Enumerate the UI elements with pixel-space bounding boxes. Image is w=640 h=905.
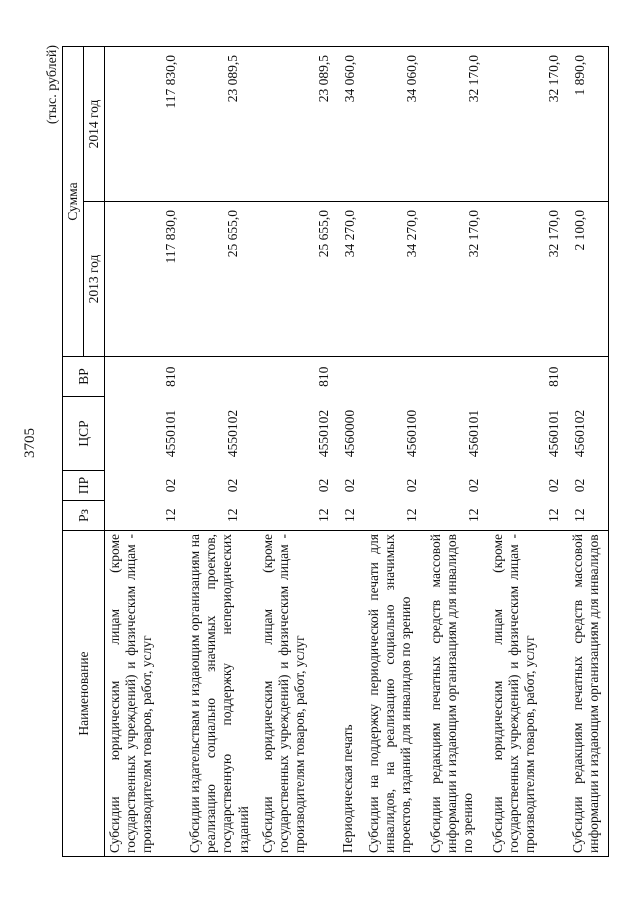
header-pr: ПР	[63, 471, 105, 501]
row-name: Субсидии юридическим лицам (кроме государственных учреждений) и физическим лицам - производителям товаров, работ, услуг	[488, 531, 568, 857]
row-rz: 12	[341, 508, 357, 522]
header-name: Наименование	[63, 531, 105, 857]
row-vr	[338, 357, 364, 397]
row-name: Периодическая печать	[338, 531, 364, 857]
table-row	[426, 46, 488, 856]
row-name: Субсидии юридическим лицам (кроме государственных учреждений) и физическим лицам - производителям товаров, работ, услуг	[258, 531, 338, 857]
row-vr	[426, 357, 488, 397]
table-body	[105, 46, 609, 856]
header-vr: ВР	[63, 357, 105, 397]
row-vr: 810	[545, 366, 561, 387]
header-2014: 2014 год	[84, 46, 105, 201]
row-sum-2014: 117 830,0	[105, 46, 186, 201]
row-vr: 810	[315, 366, 331, 387]
header-2013: 2013 год	[84, 202, 105, 357]
row-pr: 02	[545, 478, 561, 493]
row-pr: 02	[568, 471, 609, 501]
row-sum-2013: 117 830,0	[105, 202, 186, 357]
row-csr: 4560100	[403, 409, 419, 458]
row-sum-2013: 34 270,0	[364, 202, 426, 357]
row-sum-2013: 25 655,0	[258, 202, 338, 357]
row-csr: 4560102	[568, 397, 609, 471]
row-csr: 4560101	[465, 409, 481, 458]
table-row	[105, 46, 186, 856]
page-number: 3705	[22, 428, 38, 458]
table-row	[568, 46, 609, 856]
row-csr: 4560101	[545, 409, 561, 458]
row-vr: 810	[163, 366, 178, 387]
row-rz: 12	[163, 508, 178, 522]
row-pr: 02	[403, 478, 419, 493]
table-row	[185, 46, 258, 856]
row-rz: 12	[315, 508, 331, 522]
row-vr	[185, 357, 258, 397]
row-pr: 02	[225, 478, 240, 493]
row-sum-2013: 25 655,0	[185, 202, 258, 357]
row-rz: 12	[225, 508, 240, 522]
row-sum-2013: 32 170,0	[426, 202, 488, 357]
table-row	[488, 46, 568, 856]
row-csr: 4550102	[225, 409, 240, 458]
row-csr: 4550101	[163, 409, 178, 458]
row-sum-2013: 32 170,0	[488, 202, 568, 357]
row-vr	[364, 357, 426, 397]
row-rz: 12	[545, 508, 561, 522]
row-sum-2014: 23 089,5	[258, 46, 338, 201]
row-pr: 02	[341, 478, 357, 493]
row-sum-2013: 2 100,0	[568, 202, 609, 357]
row-name: Субсидии редакциям печатных средств массовой информации и издающим организациям для инвалидов	[568, 531, 609, 857]
row-sum-2014: 23 089,5	[185, 46, 258, 201]
row-name: Субсидии юридическим лицам (кроме государственных учреждений) и физическим лицам - производителям товаров, работ, услуг	[105, 531, 186, 857]
row-sum-2014: 32 170,0	[488, 46, 568, 201]
header-sum: Сумма	[63, 46, 84, 356]
row-rz: 12	[568, 501, 609, 531]
row-name: Субсидии редакциям печатных средств массовой информации и издающим организациям для инвалидов по зрению	[426, 531, 488, 857]
row-pr: 02	[465, 478, 481, 493]
row-sum-2014: 1 890,0	[568, 46, 609, 201]
row-csr: 4550102	[315, 409, 331, 458]
row-name: Субсидии на поддержку периодической печати для инвалидов, на реализацию социально значимых проектов, изданий для инвалидов по зрению	[364, 531, 426, 857]
table-row	[364, 46, 426, 856]
row-pr: 02	[315, 478, 331, 493]
row-pr: 02	[163, 478, 178, 493]
row-sum-2014: 34 060,0	[364, 46, 426, 201]
budget-table	[62, 46, 609, 857]
header-csr: ЦСР	[63, 397, 105, 471]
table-row	[258, 46, 338, 856]
row-rz: 12	[403, 508, 419, 522]
row-sum-2014: 32 170,0	[426, 46, 488, 201]
row-vr	[568, 357, 609, 397]
units-label: (тыс. рублей)	[45, 45, 60, 125]
row-csr: 4560000	[341, 409, 357, 458]
header-rz: Рз	[63, 501, 105, 531]
table-row	[338, 46, 364, 856]
row-sum-2014: 34 060,0	[338, 46, 364, 201]
row-sum-2013: 34 270,0	[338, 202, 364, 357]
row-name: Субсидии издательствам и издающим организациям на реализацию социально значимых проектов, государственную поддержку непериодических изданий	[185, 531, 258, 857]
row-rz: 12	[465, 508, 481, 522]
